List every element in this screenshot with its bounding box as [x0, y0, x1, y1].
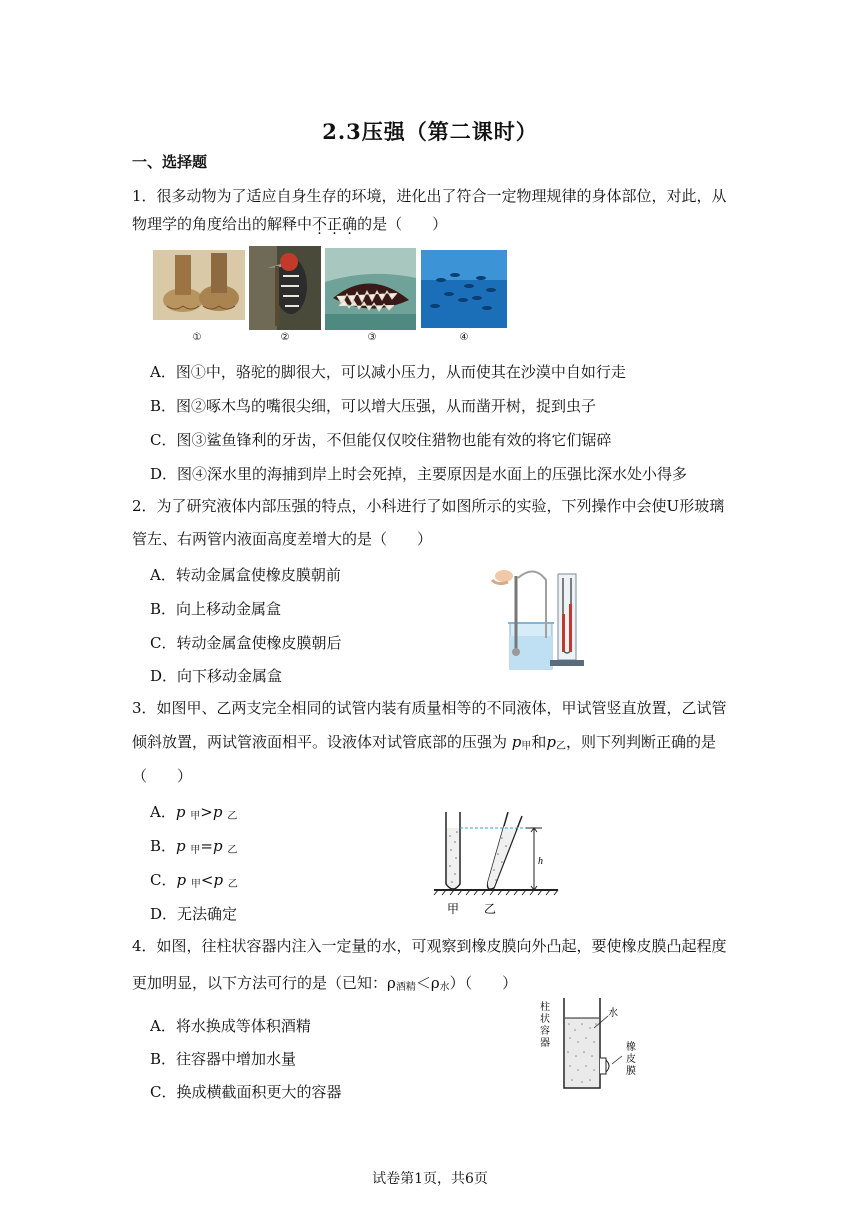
photo-caption-2: ② [280, 332, 290, 343]
q1-option-a[interactable]: A．图①中，骆驼的脚很大，可以减小压力，从而使其在沙漠中自如行走 [150, 363, 626, 381]
q3-stem-line2 [132, 733, 716, 756]
q2-option-d[interactable]: D．向下移动金属盒 [150, 667, 283, 685]
q2-stem-line2: 管左、右两管内液面高度差增大的是（ ） [132, 530, 433, 548]
subscript-jia: 甲 [190, 845, 201, 856]
subscript-yi: 乙 [556, 741, 567, 752]
u-tube-manometer-figure [484, 568, 590, 672]
woodpecker-photo [249, 246, 321, 330]
q3-option-b[interactable] [150, 835, 237, 856]
q4-stem-post: ）（ ） [449, 974, 518, 992]
option-label: A． [150, 803, 176, 821]
photo-caption-3: ③ [367, 332, 377, 343]
water-label: 水 [608, 1008, 618, 1019]
less-than-rho: ＜ρ [415, 974, 440, 992]
pressure-symbol: p [176, 837, 186, 855]
q2-stem-line1: 2．为了研究液体内部压强的特点，小科进行了如图所示的实验，下列操作中会使U形玻璃 [132, 497, 725, 515]
photo-caption-4: ④ [459, 332, 469, 343]
photo-caption-1: ① [192, 332, 202, 343]
membrane-label-char: 橡 [626, 1042, 636, 1053]
q1-stem-line2 [132, 215, 447, 233]
q4-option-a[interactable]: A．将水换成等体积酒精 [150, 1017, 311, 1035]
operator: = [200, 837, 213, 855]
q1-stem-pre: 物理学的角度给出的解释中 [132, 215, 313, 233]
pressure-symbol: p [546, 733, 557, 751]
q3-stem-post: ，则下列判断正确的是 [566, 733, 717, 751]
q1-option-c[interactable]: C．图③鲨鱼锋利的牙齿，不但能仅仅咬住猎物也能有效的将它们锯碎 [150, 431, 612, 449]
q1-stem-line1: 1．很多动物为了适应自身生存的环境，进化出了符合一定物理规律的身体部位，对此，从 [132, 187, 727, 205]
conjunction-and: 和 [531, 733, 547, 751]
subscript-yi: 乙 [227, 845, 238, 856]
operator: > [200, 803, 213, 821]
q1-stem-post: 的是（ ） [357, 215, 448, 233]
subscript-yi: 乙 [227, 879, 238, 890]
deep-sea-fish-photo [421, 250, 507, 328]
q3-stem-pre: 倾斜放置，两试管液面相平。设液体对试管底部的压强为 [132, 733, 508, 751]
height-label: h [538, 856, 543, 867]
subscript-jia: 甲 [190, 811, 201, 822]
q2-option-b[interactable]: B．向上移动金属盒 [150, 600, 282, 618]
option-label: B． [150, 837, 177, 855]
q4-stem-line1: 4．如图，往柱状容器内注入一定量的水，可观察到橡皮膜向外凸起，要使橡皮膜凸起程度 [132, 937, 727, 955]
page-title: 2.3压强（第二课时） [322, 119, 538, 144]
subscript-alcohol: 酒精 [395, 982, 416, 993]
section-heading: 一、选择题 [132, 153, 208, 171]
q2-option-a[interactable]: A．转动金属盒使橡皮膜朝前 [150, 566, 341, 584]
container-label-char: 容 [540, 1026, 550, 1037]
q1-emphasis-char: 确 [342, 215, 358, 233]
q3-option-d[interactable]: D．无法确定 [150, 905, 238, 923]
q1-emphasis-char: 不 [312, 215, 328, 233]
tube-label-yi: 乙 [484, 902, 497, 916]
q1-option-b[interactable]: B．图②啄木鸟的嘴很尖细，可以增大压强，从而凿开树，捉到虫子 [150, 397, 597, 415]
q4-stem-pre: 更加明显，以下方法可行的是（已知：ρ [132, 974, 396, 992]
camel-feet-photo [153, 250, 245, 320]
subscript-yi: 乙 [227, 811, 238, 822]
page-footer: 试卷第1页，共6页 [372, 1171, 488, 1187]
pressure-symbol: p [511, 733, 522, 751]
membrane-label-char: 皮 [626, 1054, 636, 1065]
q3-option-c[interactable] [150, 869, 238, 890]
tube-label-jia: 甲 [447, 902, 460, 916]
q4-option-b[interactable]: B．往容器中增加水量 [150, 1050, 297, 1068]
operator: < [200, 871, 214, 889]
pressure-symbol: p [176, 871, 187, 889]
container-label-char: 器 [540, 1038, 550, 1049]
q1-emphasis-char: 正 [327, 215, 343, 233]
q4-option-c[interactable]: C．换成横截面积更大的容器 [150, 1083, 342, 1101]
container-label-char: 状 [540, 1014, 550, 1025]
q4-stem-line2 [132, 974, 517, 997]
subscript-jia: 甲 [521, 741, 532, 752]
option-label: C． [150, 871, 177, 889]
container-membrane-figure [538, 994, 648, 1092]
test-tubes-figure [430, 812, 562, 918]
container-label-char: 柱 [540, 1002, 550, 1013]
subscript-jia: 甲 [190, 879, 201, 890]
q1-option-d[interactable]: D．图④深水里的海捕到岸上时会死掉，主要原因是水面上的压强比深水处小得多 [150, 465, 688, 483]
subscript-water: 水 [439, 982, 450, 993]
pressure-symbol: p [213, 871, 224, 889]
pressure-symbol: p [175, 803, 186, 821]
q3-option-a[interactable] [150, 801, 237, 822]
q2-option-c[interactable]: C．转动金属盒使橡皮膜朝后 [150, 634, 342, 652]
shark-teeth-photo [325, 248, 416, 330]
q3-stem-line1: 3．如图甲、乙两支完全相同的试管内装有质量相等的不同液体，甲试管竖直放置，乙试管 [132, 699, 727, 717]
pressure-symbol: p [212, 803, 223, 821]
q3-stem-line3: （ ） [132, 767, 193, 785]
pressure-symbol: p [213, 837, 223, 855]
membrane-label-char: 膜 [626, 1066, 636, 1077]
